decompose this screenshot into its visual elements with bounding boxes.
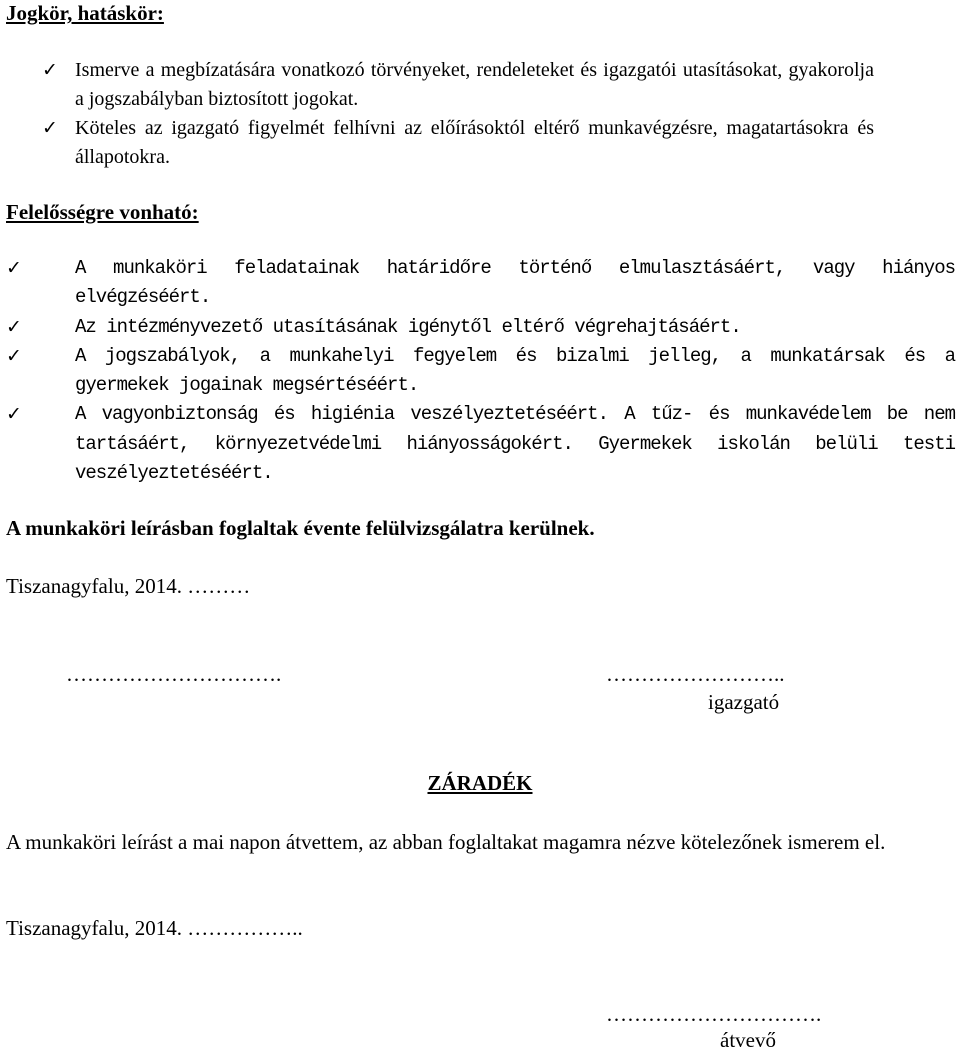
list-item-text: Az intézményvezető utasításának igénytől eltérő végrehajtásáért. [75,315,741,338]
signature-label-receiver: átvevő [720,1028,776,1052]
list-item [0,342,955,401]
list-item [0,56,874,114]
list-item [0,114,874,172]
date-line: Tiszanagyfalu, 2014. ……… [6,574,251,598]
list-item-text: Ismerve a megbízatására vonatkozó törvényeket, rendeleteket és igazgatói utasításokat, gyakorolja a jogszabályban biztosított jogokat. [75,59,874,110]
list-item [0,313,955,342]
check-icon: ✓ [6,403,22,426]
list-item [0,400,955,488]
review-statement: A munkaköri leírásban foglaltak évente felülvizsgálatra kerülnek. [6,516,595,540]
jogkor-list [0,56,874,172]
list-item-text: A jogszabályok, a munkahelyi fegyelem és bizalmi jelleg, a munkatársak és a gyermekek jogainak megsértéséért. [75,344,955,397]
clause-heading: ZÁRADÉK [427,771,533,795]
check-icon: ✓ [42,59,58,81]
section-heading-jogkor: Jogkör, hatáskör: [6,1,164,25]
signature-label-director: igazgató [708,690,780,714]
felelosseg-list [0,254,955,488]
date-line: Tiszanagyfalu, 2014. …………….. [6,916,303,940]
list-item-text: A vagyonbiztonság és higiénia veszélyeztetéséért. A tűz- és munkavédelem be nem tartásáért, környezetvédelmi hiányosságokért. Gyermekek iskolán belüli testi veszélyeztetéséért. [75,403,955,485]
clause-text: A munkaköri leírást a mai napon átvettem, az abban foglaltakat magamra nézve kötelezőnek ismerem el. [6,830,886,854]
section-heading-felelosseg: Felelősségre vonható: [6,200,199,224]
list-item [0,254,955,313]
list-item-text: A munkaköri feladatainak határidőre történő elmulasztásáért, vagy hiányos elvégzéséért. [75,257,955,309]
signature-line-right: …………………….. [606,662,785,686]
check-icon: ✓ [6,344,22,367]
signature-line-receiver: …………………………. [606,1002,822,1026]
list-item-text: Köteles az igazgató figyelmét felhívni az előírásoktól eltérő munkavégzésre, magatartásokra és állapotokra. [75,117,874,168]
signature-line-left: …………………………. [66,662,282,686]
check-icon: ✓ [6,315,22,338]
check-icon: ✓ [42,117,58,139]
check-icon: ✓ [6,257,22,279]
